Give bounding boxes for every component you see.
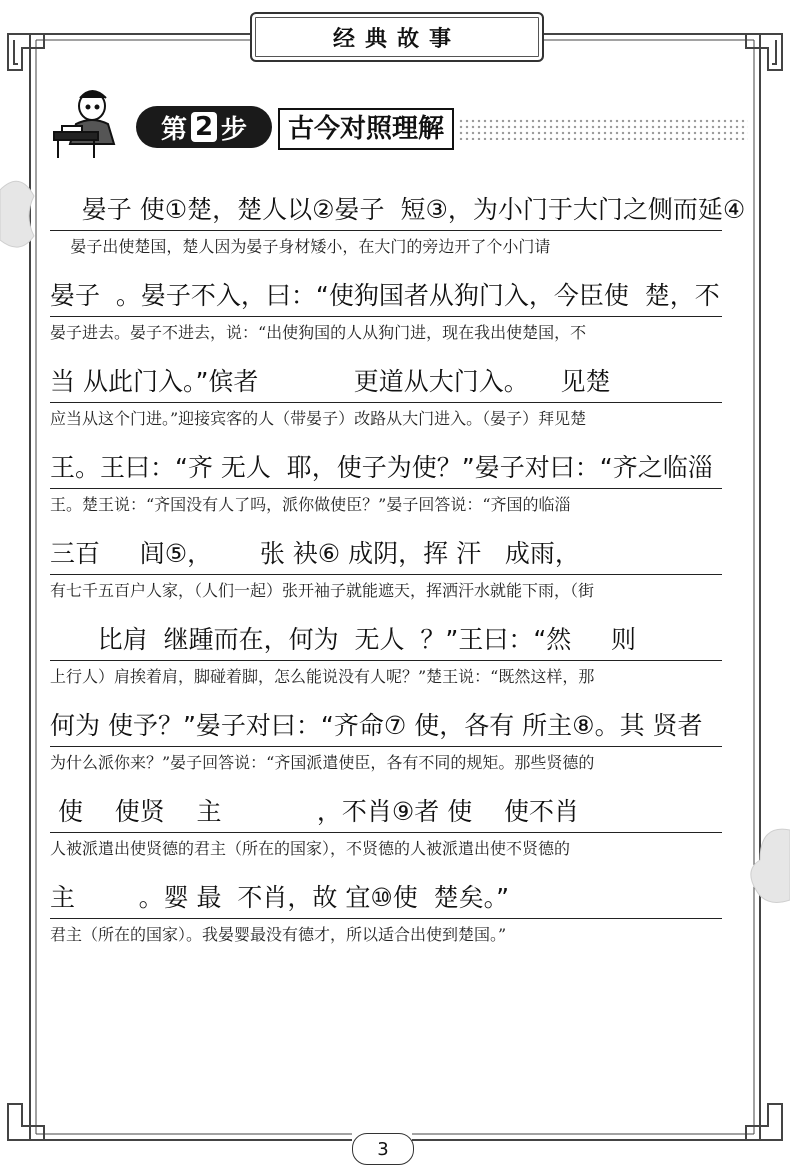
line-pair (50, 706, 722, 792)
original-text-line: 三百 闾⑤， 张 袂⑥ 成阴，挥 汗 成雨， (50, 534, 722, 575)
line-pair (50, 362, 722, 448)
line-pair (50, 448, 722, 534)
translation-text-line: 人被派遣出使贤德的君主（所在的国家），不贤德的人被派遣出使不贤德的 (50, 839, 571, 858)
dotted-decoration (458, 118, 748, 140)
header-banner (250, 12, 544, 62)
step-number: 2 (191, 112, 217, 142)
line-pair (50, 792, 722, 878)
step-suffix: 步 (221, 114, 248, 145)
original-text-line: 何为 使予？”晏子对曰：“齐命⑦ 使，各有 所主⑧。其 贤者 (50, 706, 722, 747)
original-text-line: 王。王曰：“齐 无人 耶，使子为使？”晏子对曰：“齐之临淄 (50, 448, 722, 489)
line-pair (50, 190, 746, 276)
translation-text-line: 有七千五百户人家，（人们一起）张开袖子就能遮天，挥洒汗水就能下雨，（街 (50, 581, 595, 600)
line-pair (50, 534, 722, 620)
translation-text-line: 应当从这个门进。”迎接宾客的人（带晏子）改路从大门进入。（晏子）拜见楚 (50, 409, 587, 428)
original-text-line: 当 从此门入。”傧者 更道从大门入。 见楚 (50, 362, 722, 403)
line-pair (50, 620, 722, 706)
translation-text-line: 上行人）肩挨着肩，脚碰着脚，怎么能说没有人呢？”楚王说：“既然这样，那 (50, 667, 595, 686)
original-text-line: 晏子 使①楚，楚人以②晏子 短③，为小门于大门之侧而延④ (50, 190, 722, 231)
translation-text-line: 王。楚王说：“齐国没有人了吗，派你做使臣？”晏子回答说：“齐国的临淄 (50, 495, 571, 514)
scholar-illustration-icon (50, 86, 130, 164)
original-text-line: 主 。婴 最 不肖，故 宜⑩使 楚矣。” (50, 878, 722, 919)
text-lines (50, 190, 746, 964)
translation-text-line: 晏子进去。晏子不进去，说：“出使狗国的人从狗门进，现在我出使楚国，不 (50, 323, 587, 342)
translation-text-line: 为什么派你来？”晏子回答说：“齐国派遣使臣，各有不同的规矩。那些贤德的 (50, 753, 595, 772)
original-text-line: 比肩 继踵而在，何为 无人 ？”王曰：“然 则 (50, 620, 722, 661)
book-title: 经典故事 (332, 26, 461, 52)
step-title: 古今对照理解 (278, 108, 454, 150)
translation-text-line: 晏子出使楚国，楚人因为晏子身材矮小，在大门的旁边开了个小门请 (50, 237, 551, 256)
line-pair (50, 276, 722, 362)
translation-text-line: 君主（所在的国家）。我晏婴最没有德才，所以适合出使到楚国。” (50, 925, 507, 944)
page-number: 3 (352, 1133, 414, 1165)
step-number-badge (136, 106, 272, 148)
step-heading (50, 86, 750, 166)
original-text-line: 晏子 。晏子不入，曰：“使狗国者从狗门入，今臣使 楚，不 (50, 276, 722, 317)
original-text-line: 使 使贤 主 ，不肖⑨者 使 使不肖 (50, 792, 722, 833)
line-pair (50, 878, 722, 964)
step-prefix: 第 (160, 114, 187, 145)
